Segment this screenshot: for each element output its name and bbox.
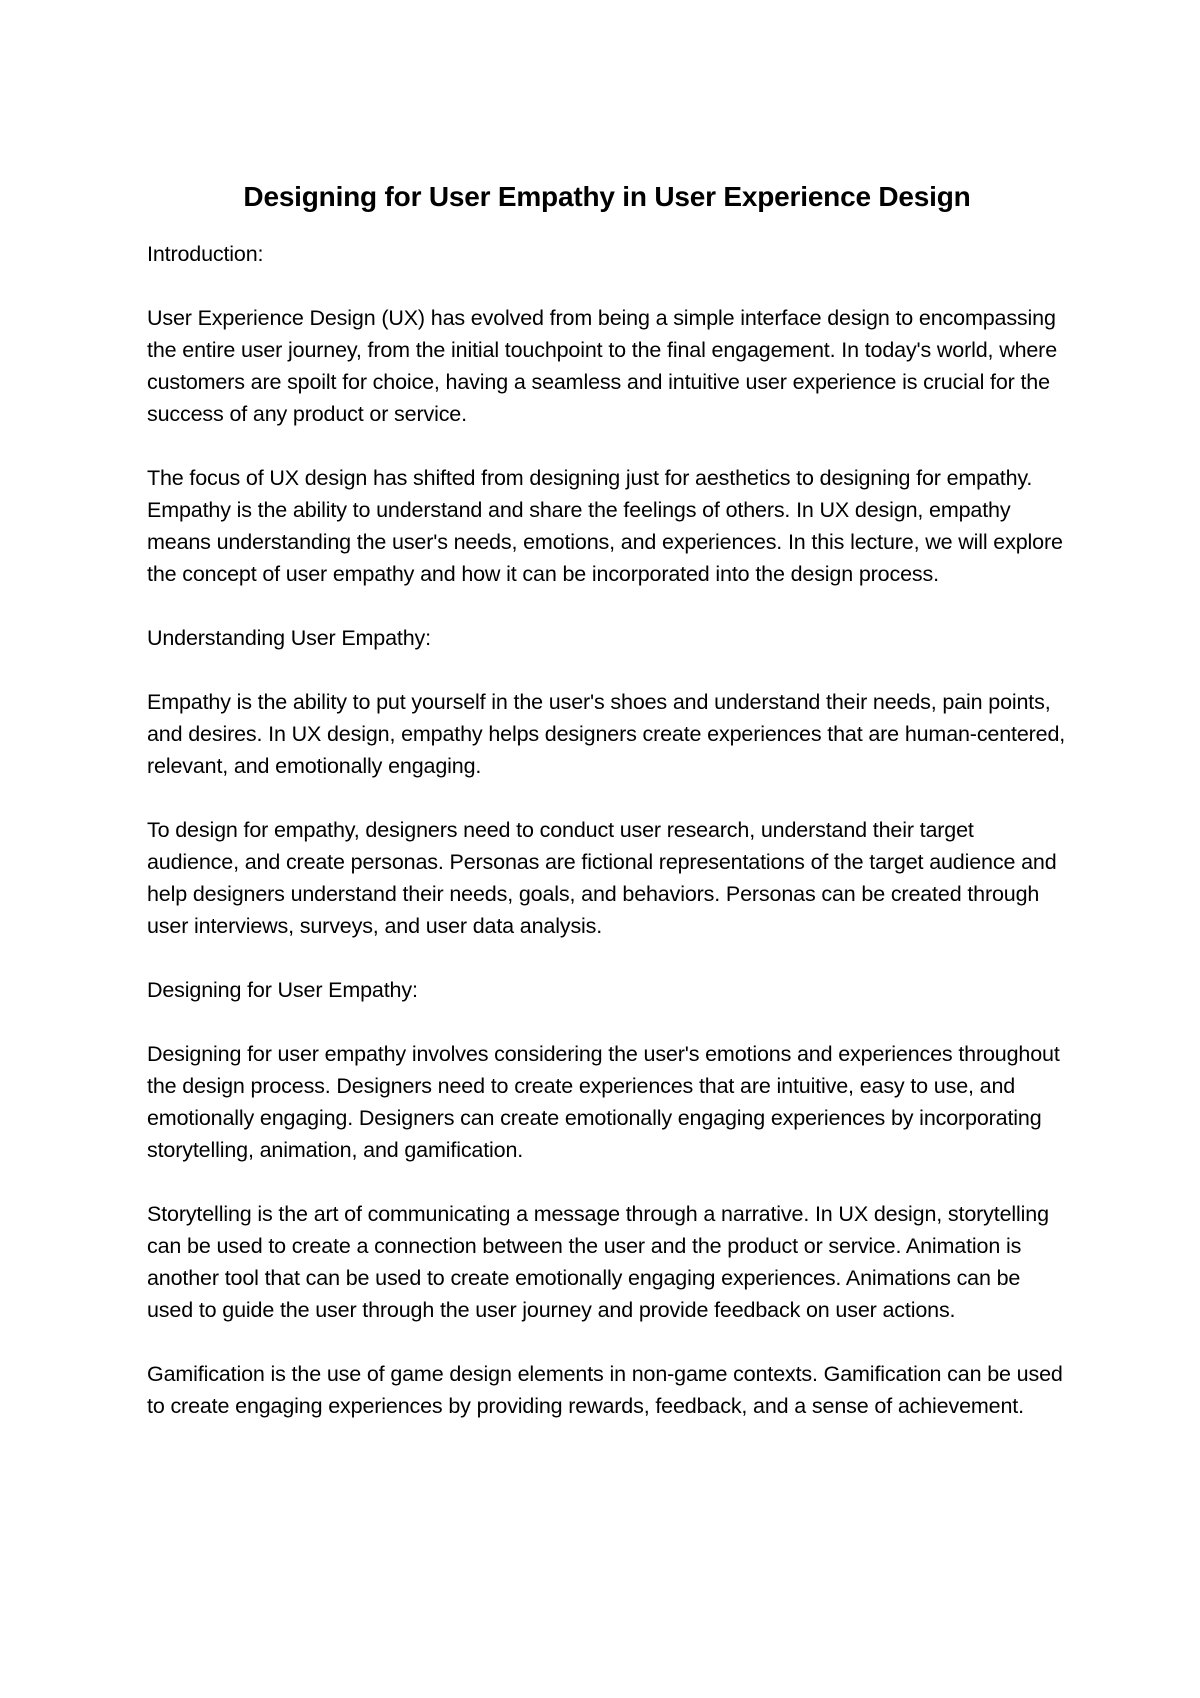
section-heading-understanding: Understanding User Empathy: bbox=[147, 626, 431, 650]
paragraph-designing-1: Designing for user empathy involves considering the user's emotions and experiences throughout the design process. Designers need to create experiences that are intuitive, easy to use, and emotionally engaging. Designers can create emotionally engaging experiences by incorporating storytelling, animation, and gamification. bbox=[147, 1042, 1060, 1162]
paragraph-understanding-2: To design for empathy, designers need to conduct user research, understand their target audience, and create personas. Personas are fictional representations of the target audience and help designers understand their needs, goals, and behaviors. Personas can be created through user interviews, surveys, and user data analysis. bbox=[147, 818, 1057, 938]
paragraph-intro-2: The focus of UX design has shifted from designing just for aesthetics to designing for empathy. Empathy is the ability to understand and share the feelings of others. In UX design, empathy means understanding the user's needs, emotions, and experiences. In this lecture, we will explore the concept of user empathy and how it can be incorporated into the design process. bbox=[147, 466, 1063, 586]
paragraph-designing-3: Gamification is the use of game design elements in non-game contexts. Gamification can be used to create engaging experiences by providing rewards, feedback, and a sense of achievement. bbox=[147, 1362, 1063, 1418]
document-title: Designing for User Empathy in User Experience Design bbox=[243, 181, 971, 212]
section-heading-introduction: Introduction: bbox=[147, 242, 264, 266]
document-body bbox=[147, 178, 1067, 1454]
paragraph-designing-2: Storytelling is the art of communicating a message through a narrative. In UX design, storytelling can be used to create a connection between the user and the product or service. Animation is another tool that can be used to create emotionally engaging experiences. Animations can be used to guide the user through the user journey and provide feedback on user actions. bbox=[147, 1202, 1049, 1322]
section-heading-designing: Designing for User Empathy: bbox=[147, 978, 418, 1002]
paragraph-intro-1: User Experience Design (UX) has evolved from being a simple interface design to encompassing the entire user journey, from the initial touchpoint to the final engagement. In today's world, where customers are spoilt for choice, having a seamless and intuitive user experience is crucial for the success of any product or service. bbox=[147, 306, 1058, 426]
paragraph-understanding-1: Empathy is the ability to put yourself in the user's shoes and understand their needs, pain points, and desires. In UX design, empathy helps designers create experiences that are human-centered, relevant, and emotionally engaging. bbox=[147, 690, 1066, 778]
